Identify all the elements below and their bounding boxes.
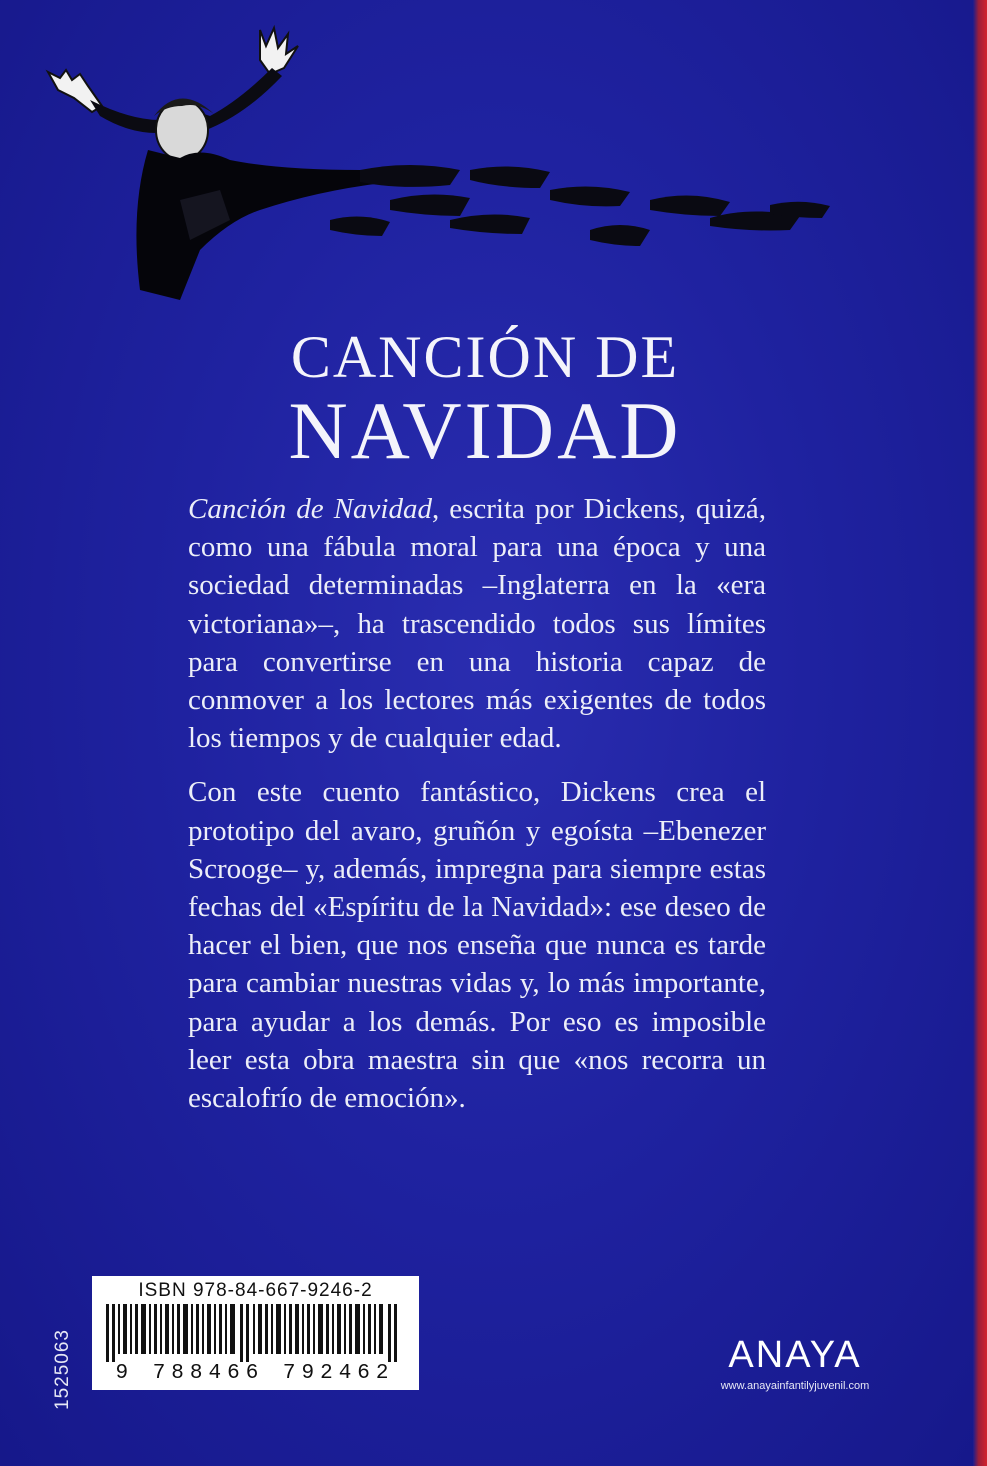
product-code: 1525063 bbox=[52, 1329, 73, 1410]
barcode-bars bbox=[106, 1304, 406, 1362]
spine-edge bbox=[973, 0, 987, 1466]
book-title-line2: NAVIDAD bbox=[288, 385, 682, 476]
publisher-url: www.anayainfantilyjuvenil.com bbox=[720, 1380, 870, 1392]
book-blurb bbox=[188, 490, 766, 1133]
blurb-paragraph-1-text: , escrita por Dickens, quizá, como una fábula moral para una época y una sociedad determinadas –Inglaterra en la «era victoriana»–, ha trascendido todos sus límites para convertirse en una historia capaz de conmover a los lectores más exigentes de todos los tiempos y de cualquier edad. bbox=[188, 493, 766, 755]
isbn-label: ISBN 978-84-667-9246-2 bbox=[138, 1280, 373, 1301]
scrooge-flying-illustration bbox=[30, 20, 850, 320]
barcode-digits: 9 788466 792462 bbox=[115, 1362, 395, 1385]
book-title-line1: CANCIÓN DE bbox=[290, 324, 680, 390]
blurb-italic-title: Canción de Navidad bbox=[188, 493, 432, 525]
barcode bbox=[92, 1276, 419, 1390]
publisher-logo: ANAYA bbox=[728, 1334, 862, 1376]
blurb-paragraph-1 bbox=[188, 490, 766, 757]
blurb-paragraph-2: Con este cuento fantástico, Dickens crea el prototipo del avaro, gruñón y egoísta –Ebenezer Scrooge– y, además, impregna para siempre estas fechas del «Espíritu de la Navidad»: ese deseo de hacer el bien, que nos enseña que nunca es tarde para cambiar nuestras vidas y, lo más importante, para ayudar a los demás. Por eso es imposible leer esta obra maestra sin que «nos recorra un escalofrío de emoción». bbox=[188, 776, 766, 1115]
